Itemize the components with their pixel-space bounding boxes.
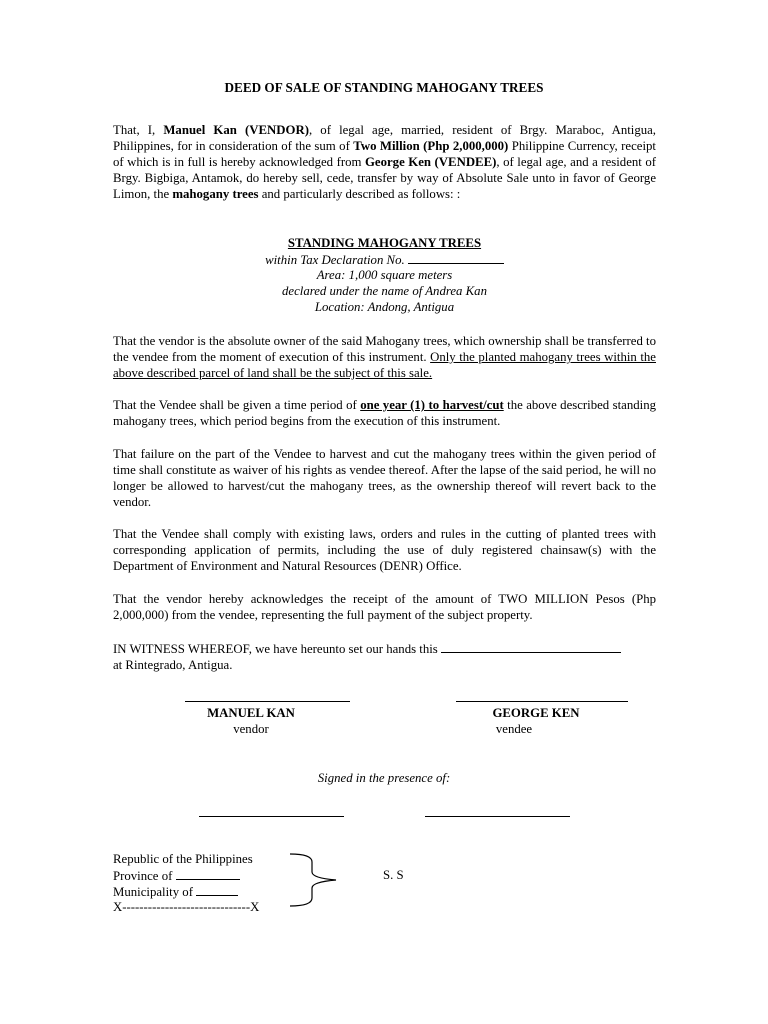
vendor-signatory-name: MANUEL KAN: [207, 706, 295, 720]
vendee-signatory-name: GEORGE KEN: [492, 706, 580, 720]
vendor-signature-line: [185, 701, 350, 702]
intro-paragraph: [113, 122, 656, 202]
witness-place: at Rintegrado, Antigua.: [113, 658, 233, 672]
tax-declaration-label: within Tax Declaration No.: [265, 253, 408, 267]
vendee-signatory-role: vendee: [495, 722, 533, 736]
jurat-municipality: Municipality of: [113, 885, 197, 899]
property-location: Location: Andong, Antigua: [314, 300, 455, 314]
ownership-text: That the vendor is the absolute owner of the said Mahogany trees, which ownership shall be transferred to the vendee from the moment of execution of this instrument.: [113, 334, 656, 364]
period-text-2: the above described standing mahogany trees, which period begins from the execution of this instrument.: [113, 398, 656, 428]
vendee-signature-line: [456, 701, 628, 702]
jurat-ss: S. S: [383, 868, 404, 882]
intro-text-5: and particularly described as follows: :: [258, 187, 461, 201]
ownership-paragraph: [113, 333, 656, 381]
failure-paragraph: That failure on the part of the Vendee to harvest and cut the mahogany trees within the given period of time shall constitute as waiver of his rights as vendee thereof. After the lapse of the said period, he will no longer be allowed to harvest/cut the mahogany trees, as the ownership thereof will revert back to the vendor.: [113, 447, 657, 509]
trees-term: mahogany trees: [172, 187, 259, 201]
jurat-block: [113, 851, 259, 915]
period-text-1: That the Vendee shall be given a time period of: [113, 398, 361, 412]
witness-2-signature-line: [425, 816, 570, 817]
jurat-republic: Republic of the Philippines: [113, 852, 253, 866]
jurat-municipality-blank: [196, 883, 238, 896]
property-heading: STANDING MAHOGANY TREES: [287, 236, 482, 250]
jurat-province-blank: [176, 867, 240, 880]
vendor-name: Manuel Kan (VENDOR): [163, 123, 309, 137]
document-title: DEED OF SALE OF STANDING MAHOGANY TREES: [224, 80, 544, 95]
tax-declaration-line: [113, 251, 656, 267]
witness-1-signature-line: [199, 816, 344, 817]
intro-text-4: , of legal age, and a resident of Brgy. Bigbiga, Antamok, do hereby sell, cede, transfer by way of Absolute Sale unto in favor of George Limon, the: [113, 155, 657, 201]
curly-brace-icon: [288, 852, 340, 908]
intro-text-2: , of legal age, married, resident of Brgy. Maraboc, Antigua, Philippines, for in consideration of the sum of: [113, 123, 657, 153]
witness-text: IN WITNESS WHEREOF, we have hereunto set our hands this: [113, 642, 441, 656]
vendor-signatory-role: vendor: [233, 722, 269, 736]
vendee-name: George Ken (VENDEE): [364, 155, 497, 169]
intro-text-1: That, I,: [113, 123, 164, 137]
witness-paragraph: [113, 640, 656, 673]
property-description: [113, 235, 656, 315]
ownership-underlined: Only the planted mahogany trees within the above described parcel of land shall be the subject of this sale.: [113, 350, 656, 380]
jurat-province-line: [113, 867, 259, 883]
period-highlight: one year (1) to harvest/cut: [360, 398, 504, 412]
jurat-municipality-line: [113, 883, 259, 899]
jurat-province: Province of: [113, 869, 176, 883]
tax-declaration-blank: [408, 251, 504, 264]
intro-text-3: Philippine Currency, receipt of which is in full is hereby acknowledged from: [113, 139, 656, 169]
acknowledgement-paragraph: That the vendor hereby acknowledges the receipt of the amount of TWO MILLION Pesos (Php 2,000,000) from the vendee, representing the full payment of the subject property.: [113, 592, 656, 622]
property-declared: declared under the name of Andrea Kan: [282, 284, 487, 298]
witness-date-blank: [441, 640, 621, 653]
period-paragraph: [113, 397, 656, 429]
signed-in-presence-label: Signed in the presence of:: [317, 771, 451, 785]
compliance-paragraph: That the Vendee shall comply with existing laws, orders and rules in the cutting of planted trees with corresponding application of permits, including the use of duly registered chainsaw(s) with the Department of Environment and Natural Resources (DENR) Office.: [113, 527, 656, 573]
jurat-x-line: X------------------------------X: [113, 900, 260, 914]
property-area: Area: 1,000 square meters: [316, 268, 453, 282]
sale-amount: Two Million (Php 2,000,000): [353, 139, 509, 153]
